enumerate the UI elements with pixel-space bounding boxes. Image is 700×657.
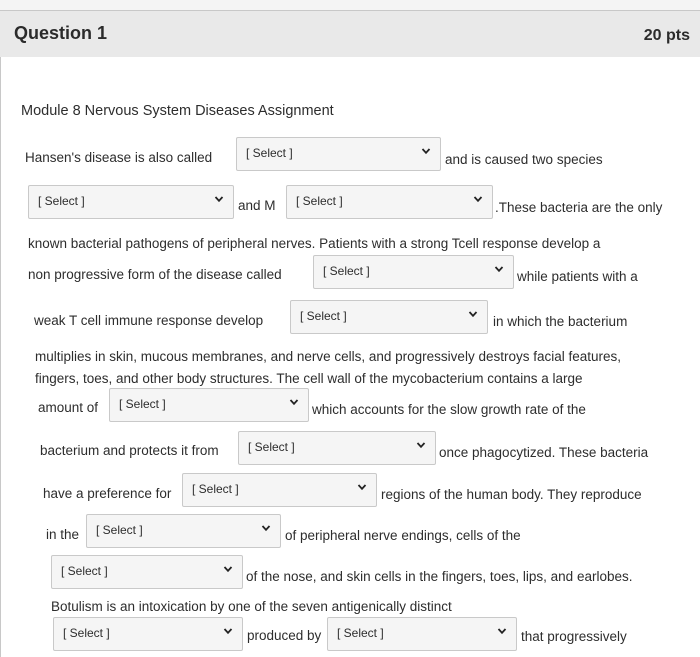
text-slow-growth: which accounts for the slow growth rate of the: [312, 402, 586, 417]
select-species-1[interactable]: [28, 185, 234, 219]
chevron-down-icon: [357, 482, 367, 492]
select-produced-by[interactable]: [327, 617, 517, 651]
select-botulism-toxin[interactable]: [53, 617, 243, 651]
text-botulism: Botulism is an intoxication by one of the seven antigenically distinct: [51, 599, 452, 614]
select-label: [ Select ]: [248, 440, 295, 454]
select-preferred-regions[interactable]: [182, 473, 377, 507]
text-progressively: that progressively: [521, 629, 627, 644]
text-nonprogressive: non progressive form of the disease called: [28, 267, 282, 282]
chevron-down-icon: [416, 440, 426, 450]
select-cell-wall-component[interactable]: [109, 388, 309, 422]
select-label: [ Select ]: [38, 194, 85, 208]
text-produced-by: produced by: [247, 628, 322, 643]
select-species-2[interactable]: [286, 185, 493, 219]
question-points: 20 pts: [643, 27, 690, 44]
select-nonprogressive-form[interactable]: [313, 255, 514, 289]
question-header: [0, 10, 700, 58]
select-label: [ Select ]: [337, 626, 384, 640]
select-label: [ Select ]: [63, 626, 110, 640]
chevron-down-icon: [223, 564, 233, 574]
text-bacteria-only: .These bacteria are the only: [495, 200, 663, 215]
select-nose-cells[interactable]: [51, 555, 243, 589]
chevron-down-icon: [214, 194, 224, 204]
chevron-down-icon: [289, 397, 299, 407]
select-weak-response-form[interactable]: [290, 300, 488, 334]
assignment-title: Module 8 Nervous System Diseases Assignment: [21, 103, 334, 119]
select-label: [ Select ]: [246, 146, 293, 160]
chevron-down-icon: [497, 626, 507, 636]
select-label: [ Select ]: [96, 523, 143, 537]
text-bacterium: in which the bacterium: [493, 314, 628, 329]
chevron-down-icon: [468, 309, 478, 319]
chevron-down-icon: [473, 194, 483, 204]
text-protects: bacterium and protects it from: [40, 443, 219, 458]
select-label: [ Select ]: [61, 564, 108, 578]
text-preference: have a preference for: [43, 486, 172, 501]
text-multiplies: multiplies in skin, mucous membranes, and nerve cells, and progressively destroys facial features,: [35, 349, 622, 364]
select-label: [ Select ]: [296, 194, 343, 208]
chevron-down-icon: [494, 264, 504, 274]
text-hansens: Hansen's disease is also called: [25, 150, 213, 165]
text-amount-of: amount of: [38, 400, 99, 415]
select-label: [ Select ]: [300, 309, 347, 323]
text-caused-species: and is caused two species: [445, 152, 603, 167]
text-peripheral-nerve: of peripheral nerve endings, cells of the: [285, 528, 521, 543]
text-regions: regions of the human body. They reproduce: [381, 487, 642, 502]
question-body: [0, 57, 700, 657]
text-fingers: fingers, toes, and other body structures. The cell wall of the mycobacterium contains a large: [35, 371, 583, 386]
question-title: Question 1: [14, 23, 108, 43]
text-while-patients: while patients with a: [517, 269, 638, 284]
select-label: [ Select ]: [323, 264, 370, 278]
chevron-down-icon: [261, 523, 271, 533]
text-weak-tcell: weak T cell immune response develop: [34, 313, 264, 328]
select-nerve-ending-cells[interactable]: [86, 514, 281, 548]
text-of-nose: of the nose, and skin cells in the fingers, toes, lips, and earlobes.: [246, 569, 633, 584]
text-in-the: in the: [46, 527, 80, 542]
select-protects-from[interactable]: [238, 431, 436, 465]
chevron-down-icon: [421, 146, 431, 156]
select-label: [ Select ]: [119, 397, 166, 411]
text-and-m: and M: [238, 198, 276, 213]
select-hansens-other-name[interactable]: [236, 137, 441, 171]
text-pathogens: known bacterial pathogens of peripheral nerves. Patients with a strong Tcell response develop a: [28, 236, 601, 251]
chevron-down-icon: [223, 626, 233, 636]
text-phagocytized: once phagocytized. These bacteria: [439, 445, 649, 460]
select-label: [ Select ]: [192, 482, 239, 496]
